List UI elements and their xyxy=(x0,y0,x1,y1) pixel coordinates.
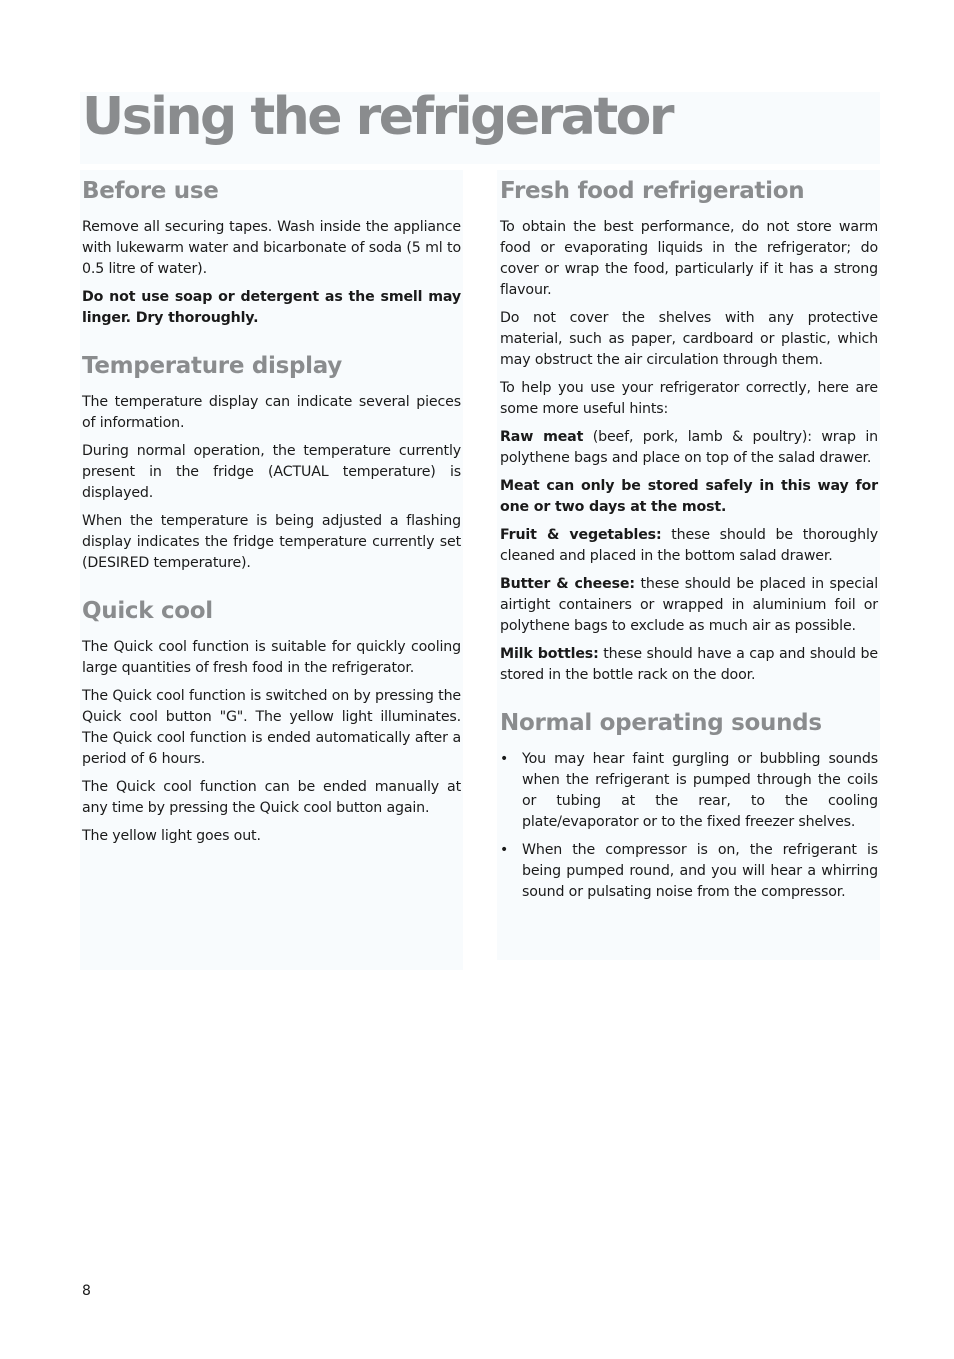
operating-sounds-list xyxy=(500,749,878,903)
quick-cool-text-2: The Quick cool function is switched on by pressing the Quick cool button "G". The yellow light illuminates. The Quick cool function is ended automatically after a period of 6 hours. xyxy=(82,688,461,767)
fresh-food-heading: Fresh food refrigeration xyxy=(500,178,805,204)
butter-cheese-label: Butter & cheese: xyxy=(500,576,635,592)
before-use-heading: Before use xyxy=(82,178,219,204)
quick-cool-text-3: The Quick cool function can be ended manually at any time by pressing the Quick cool button again. xyxy=(82,779,461,816)
raw-meat-hint: Raw meat (beef, pork, lamb & poultry): wrap in polythene bags and place on top of the salad drawer. xyxy=(500,429,879,466)
butter-cheese-hint: Butter & cheese: these should be placed in special airtight containers or wrapped in aluminium foil or polythene bags to exclude as much air as possible. xyxy=(500,576,878,634)
right-column xyxy=(497,170,880,960)
quick-cool-text-4: The yellow light goes out. xyxy=(82,828,261,844)
quick-cool-heading: Quick cool xyxy=(82,598,213,624)
list-item xyxy=(500,749,878,833)
fresh-food-text-1: To obtain the best performance, do not store warm food or evaporating liquids in the refrigerator; do cover or wrap the food, particularly if it has a strong flavour. xyxy=(500,219,878,298)
before-use-warning: Do not use soap or detergent as the smell may linger. Dry thoroughly. xyxy=(82,289,461,326)
fresh-food-text-2: Do not cover the shelves with any protective material, such as paper, cardboard or plastic, which may obstruct the air circulation through them. xyxy=(500,310,878,368)
meat-warning: Meat can only be stored safely in this way for one or two days at the most. xyxy=(500,478,878,515)
list-item xyxy=(500,840,878,903)
temperature-display-text-2: During normal operation, the temperature currently present in the fridge (ACTUAL temperature) is displayed. xyxy=(82,443,461,501)
milk-bottles-hint: Milk bottles: these should have a cap and should be stored in the bottle rack on the door. xyxy=(500,646,878,683)
fruit-vegetables-hint: Fruit & vegetables: these should be thoroughly cleaned and placed in the bottom salad drawer. xyxy=(500,527,878,564)
fresh-food-text-3: To help you use your refrigerator correctly, here are some more useful hints: xyxy=(500,380,878,417)
quick-cool-text-1: The Quick cool function is suitable for quickly cooling large quantities of fresh food in the refrigerator. xyxy=(82,639,461,676)
bullet-icon: • xyxy=(500,842,509,858)
left-column xyxy=(80,170,463,970)
temperature-display-text-1: The temperature display can indicate several pieces of information. xyxy=(82,394,461,431)
temperature-display-text-3: When the temperature is being adjusted a flashing display indicates the fridge temperature currently set (DESIRED temperature). xyxy=(82,513,461,571)
page-number: 8 xyxy=(82,1283,91,1299)
milk-bottles-label: Milk bottles: xyxy=(500,646,599,662)
before-use-text: Remove all securing tapes. Wash inside the appliance with lukewarm water and bicarbonate of soda (5 ml to 0.5 litre of water). xyxy=(82,219,461,277)
temperature-display-heading: Temperature display xyxy=(82,353,342,379)
list-item-text: When the compressor is on, the refrigerant is being pumped round, and you will hear a whirring sound or pulsating noise from the compressor. xyxy=(522,842,878,900)
page-title: Using the refrigerator xyxy=(82,87,673,147)
raw-meat-label: Raw meat xyxy=(500,429,584,445)
list-item-text: You may hear faint gurgling or bubbling sounds when the refrigerant is pumped through the coils or tubing at the rear, to the cooling plate/evaporator or to the fixed freezer shelves. xyxy=(522,751,878,830)
bullet-icon: • xyxy=(500,751,509,767)
operating-sounds-heading: Normal operating sounds xyxy=(500,710,822,736)
fruit-vegetables-label: Fruit & vegetables: xyxy=(500,527,662,543)
